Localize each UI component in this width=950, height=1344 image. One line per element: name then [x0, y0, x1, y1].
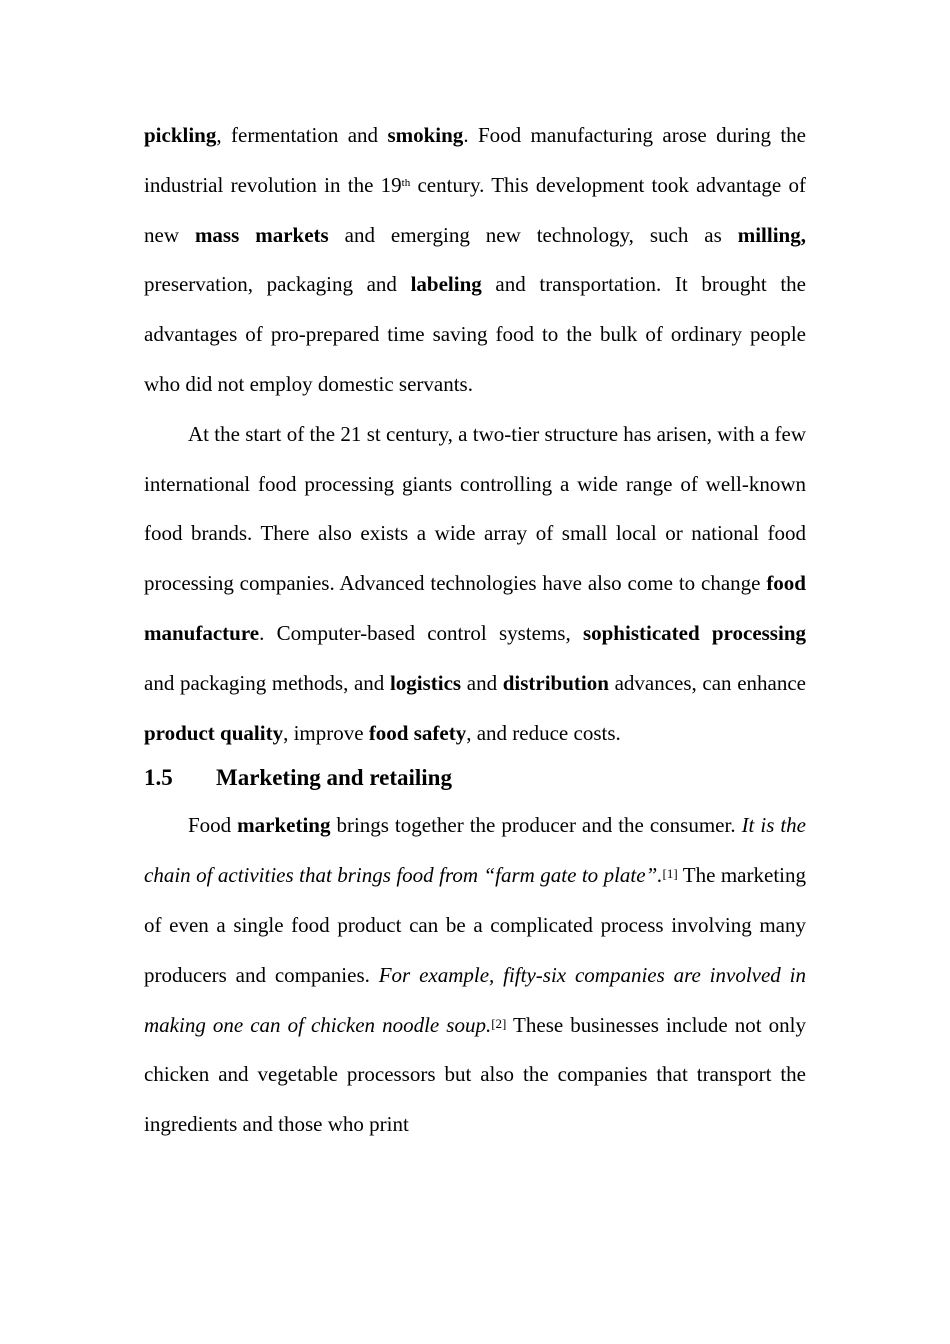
text-span: and transportation. It brought the advantages of pro-prepared time saving food to the bulk of ordinary people who did not employ domestic servants.: [144, 272, 806, 396]
term-product-quality: product quality: [144, 720, 284, 745]
text-span: These businesses include not only chicken and vegetable processors but also the companies that transport the ingredients and those who print: [144, 1012, 806, 1137]
text-span: advances, can enhance: [608, 670, 806, 695]
section-number: 1.5: [144, 765, 173, 791]
term-distribution: distribution: [502, 670, 609, 695]
text-span: . Food manufacturing arose during the industrial revolution in the 19: [144, 123, 807, 197]
text-span: , fermentation and: [216, 123, 388, 147]
text-span: The marketing of even a single food product can be a complicated process involving many producers and companies.: [144, 863, 806, 987]
term-pickling: pickling: [144, 123, 217, 147]
paragraph-two-tier-structure: [144, 410, 806, 759]
text-span: century. This development took advantage of new: [144, 172, 806, 247]
text-span: , and reduce costs.: [466, 720, 621, 745]
section-title: Marketing and retailing: [216, 765, 452, 791]
term-logistics: logistics: [389, 670, 462, 695]
italic-example: For example, fifty-six companies are involved in making one can of chicken noodle soup.: [144, 962, 806, 1037]
text-span: and packaging methods, and: [144, 670, 390, 695]
text-span: At the start of the 21 st century, a two-tier structure has arisen, with a few international food processing giants controlling a wide range of well-known food brands. There also exists a wide array of small local or national food processing companies. Advanced technologies have also come to change: [144, 421, 806, 596]
term-milling: milling,: [737, 222, 806, 247]
italic-quote: It is the chain of activities that brings food from “farm gate to plate”.: [144, 813, 806, 888]
citation-ref-1: [1]: [662, 866, 678, 882]
term-smoking: smoking: [387, 123, 464, 147]
superscript-th: th: [401, 176, 411, 189]
paragraph-food-marketing: [144, 801, 806, 1150]
text-span: and: [461, 670, 503, 695]
text-span: preservation, packaging and: [144, 272, 411, 297]
document-page: [144, 111, 806, 1150]
text-span: . Computer-based control systems,: [259, 620, 583, 645]
paragraph-food-manufacturing: [144, 111, 806, 410]
text-span: and emerging new technology, such as: [328, 222, 738, 247]
term-food-safety: food safety: [368, 720, 467, 745]
term-labeling: labeling: [410, 272, 482, 297]
term-marketing: marketing: [237, 813, 331, 838]
citation-ref-2: [2]: [491, 1015, 507, 1031]
text-span: brings together the producer and the consumer.: [330, 813, 742, 838]
term-sophisticated-processing: sophisticated processing: [582, 620, 806, 645]
term-mass-markets: mass markets: [194, 222, 329, 247]
section-heading: [144, 754, 806, 801]
text-span: Food: [188, 813, 238, 838]
text-span: , improve: [283, 720, 369, 745]
term-food-manufacture: food manufacture: [144, 571, 806, 645]
